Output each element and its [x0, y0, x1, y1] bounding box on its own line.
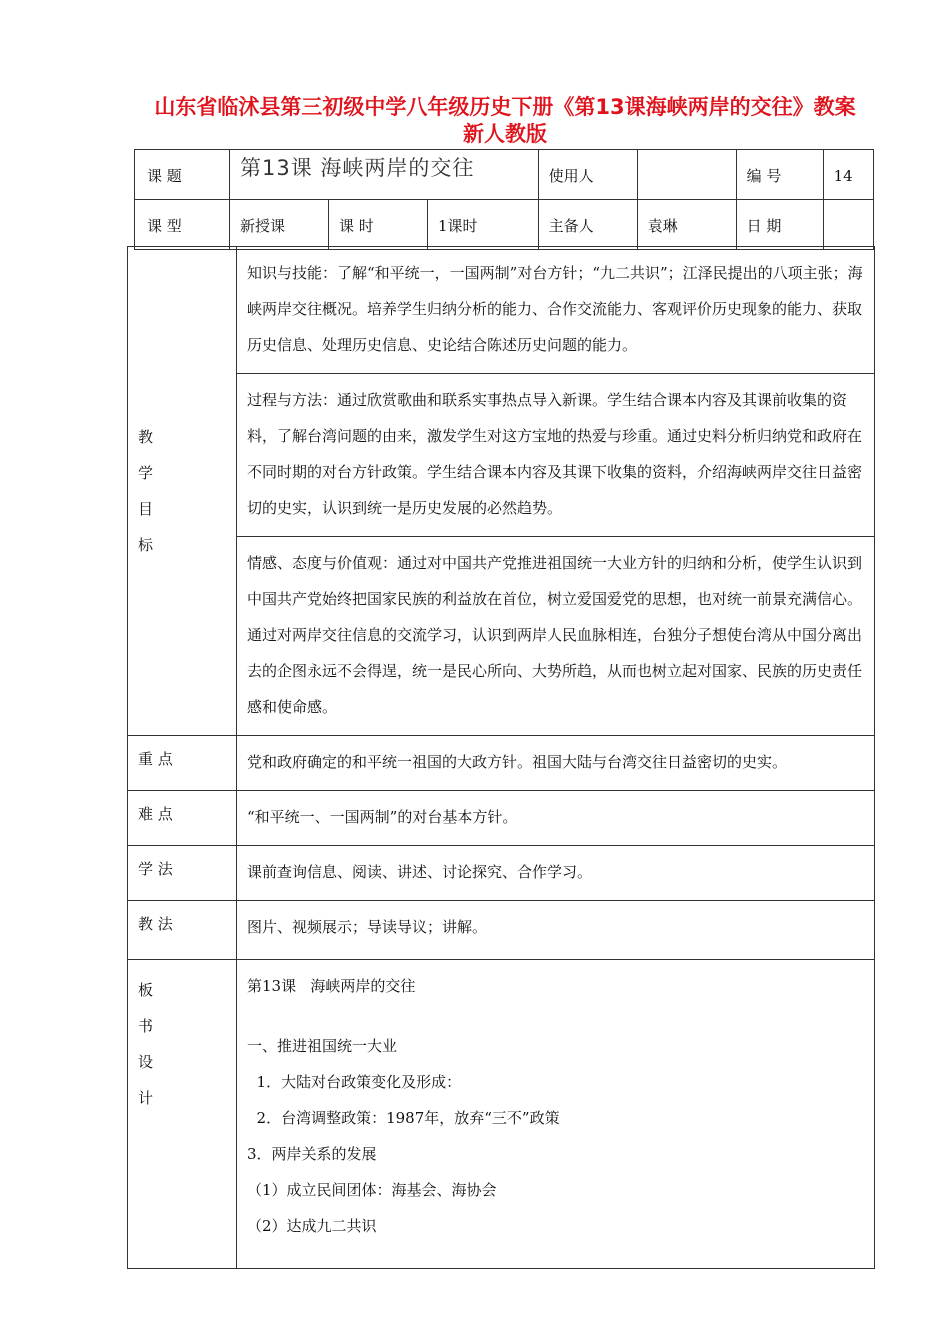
header-row-2 [135, 200, 874, 250]
number-value: 14 [823, 150, 873, 200]
document-title [120, 94, 890, 148]
board-line-8: （2）达成九二共识 [247, 1217, 377, 1235]
user-value [637, 150, 736, 200]
preparer-label: 主备人 [538, 200, 637, 250]
board-line-1: 第13课 海峡两岸的交往 [247, 977, 416, 995]
difficult-label: 难 点 [128, 791, 237, 846]
hours-label: 课 时 [329, 200, 428, 250]
key-label: 重 点 [128, 736, 237, 791]
date-value [823, 200, 873, 250]
key-row [128, 736, 875, 791]
content-table [127, 246, 875, 1269]
board-row [128, 960, 875, 1269]
emotion-goal-text: 情感、态度与价值观：通过对中国共产党推进祖国统一大业方针的归纳和分析，使学生认识到中国共产党始终把国家民族的利益放在首位，树立爱国爱党的思想，也对统一前景充满信心。通过对两岸交往信息的交流学习，认识到两岸人民血脉相连，台独分子想使台湾从中国分离出去的企图永远不会得逞，统一是民心所向、大势所趋，从而也树立起对国家、民族的历史责任感和使命感。 [237, 537, 875, 736]
board-char-1: 板 [138, 981, 154, 999]
board-char-4: 计 [138, 1089, 154, 1107]
study-row [128, 846, 875, 901]
type-label: 课 型 [135, 200, 230, 250]
board-line-4: 1．大陆对台政策变化及形成： [247, 1073, 462, 1091]
board-line-3: 一、推进祖国统一大业 [247, 1037, 398, 1055]
goals-char-1: 教 [138, 428, 154, 446]
board-char-3: 设 [138, 1053, 154, 1071]
preparer-value: 袁琳 [637, 200, 736, 250]
goals-process-row [128, 374, 875, 537]
goals-char-2: 学 [138, 464, 154, 482]
teach-row [128, 901, 875, 960]
key-text: 党和政府确定的和平统一祖国的大政方针。祖国大陆与台湾交往日益密切的史实。 [237, 736, 875, 791]
type-value: 新授课 [230, 200, 329, 250]
title-line-2: 新人教版 [463, 122, 547, 146]
teach-label: 教 法 [128, 901, 237, 960]
title-line-1: 山东省临沭县第三初级中学八年级历史下册《第13课海峡两岸的交往》教案 [154, 95, 856, 119]
board-line-2 [247, 1004, 864, 1028]
study-text: 课前查询信息、阅读、讲述、讨论探究、合作学习。 [237, 846, 875, 901]
topic-value: 第13课 海峡两岸的交往 [230, 150, 539, 200]
user-label: 使用人 [538, 150, 637, 200]
teach-text: 图片、视频展示；导读导议；讲解。 [237, 901, 875, 960]
goals-char-3: 目 [138, 500, 154, 518]
board-label [128, 960, 237, 1269]
header-row-1 [135, 150, 874, 200]
knowledge-goal-text: 知识与技能：了解“和平统一，一国两制”对台方针；“九二共识”；江泽民提出的八项主张；海峡两岸交往概况。培养学生归纳分析的能力、合作交流能力、客观评价历史现象的能力、获取历史信息、处理历史信息、史论结合陈述历史问题的能力。 [237, 247, 875, 374]
process-goal-text: 过程与方法：通过欣赏歌曲和联系实事热点导入新课。学生结合课本内容及其课前收集的资料，了解台湾问题的由来，激发学生对这方宝地的热爱与珍重。通过史料分析归纳党和政府在不同时期的对台方针政策。学生结合课本内容及其课下收集的资料，介绍海峡两岸交往日益密切的史实，认识到统一是历史发展的必然趋势。 [237, 374, 875, 537]
header-table [134, 149, 874, 250]
board-char-2: 书 [138, 1017, 154, 1035]
topic-label: 课 题 [135, 150, 230, 200]
goals-knowledge-row [128, 247, 875, 374]
board-design [237, 960, 875, 1269]
study-label: 学 法 [128, 846, 237, 901]
board-line-5: 2．台湾调整政策：1987年，放弃“三不”政策 [247, 1109, 560, 1127]
board-line-6: 3．两岸关系的发展 [247, 1145, 377, 1163]
difficult-text: “和平统一、一国两制”的对台基本方针。 [237, 791, 875, 846]
number-label: 编 号 [736, 150, 823, 200]
date-label: 日 期 [736, 200, 823, 250]
board-line-7: （1）成立民间团体：海基会、海协会 [247, 1181, 497, 1199]
difficult-row [128, 791, 875, 846]
goals-emotion-row [128, 537, 875, 736]
goals-char-4: 标 [138, 536, 154, 554]
goals-label [128, 247, 237, 736]
hours-value: 1课时 [428, 200, 539, 250]
